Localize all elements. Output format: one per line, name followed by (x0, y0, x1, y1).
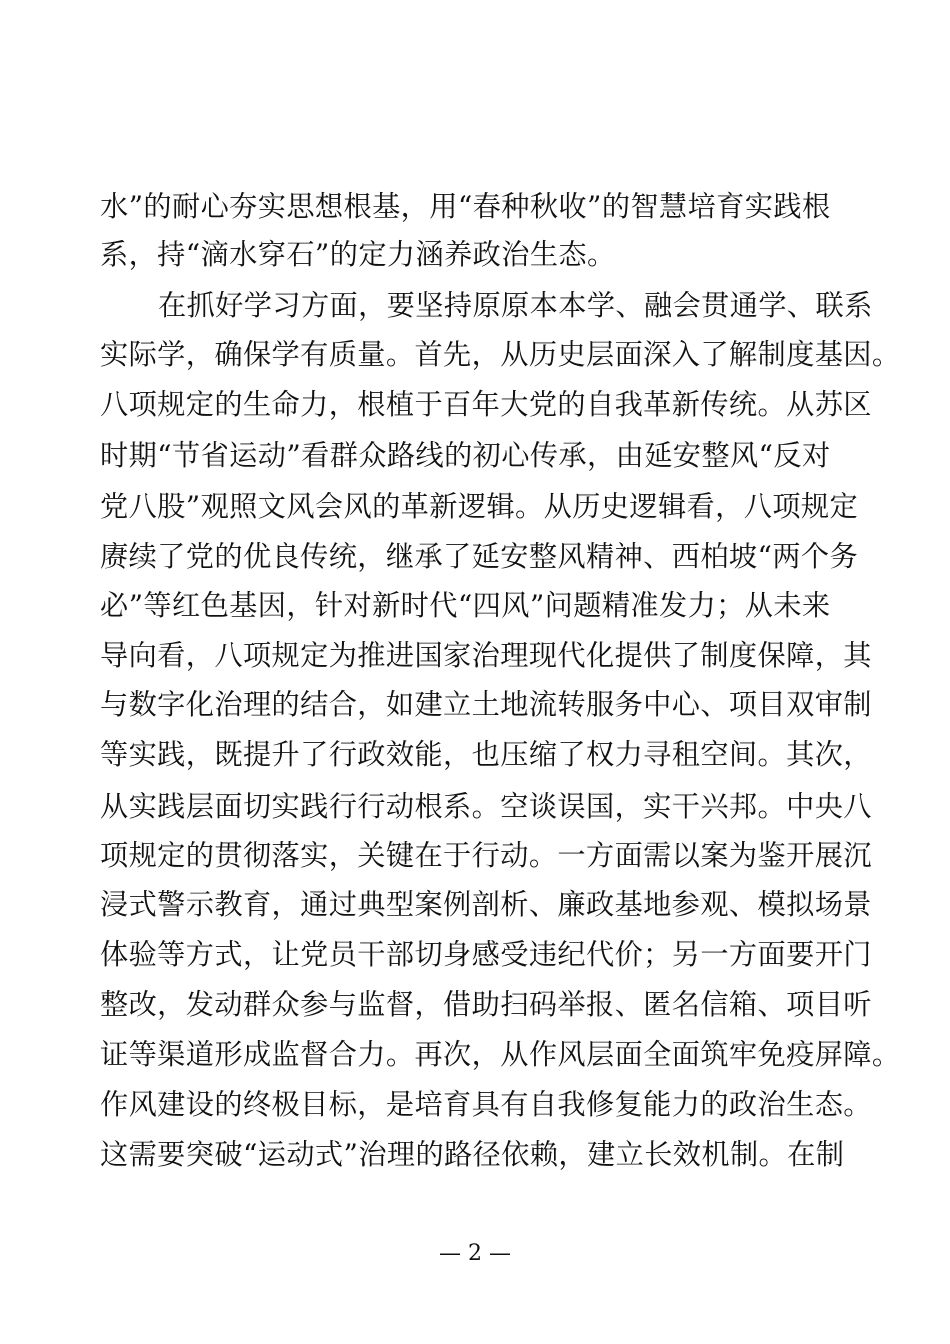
text-line: 体验等方式，让党员干部切身感受违纪代价；另一方面要开门 (100, 938, 872, 971)
text-line: 水”的耐心夯实思想根基，用“春种秋收”的智慧培育实践根 (100, 190, 831, 223)
text-line: 时期“节省运动”看群众路线的初心传承，由延安整风“反对 (100, 439, 831, 472)
text-line: 赓续了党的优良传统，继承了延安整风精神、西柏坡“两个务 (100, 540, 859, 573)
text-line: 与数字化治理的结合，如建立土地流转服务中心、项目双审制 (100, 688, 872, 721)
text-line: 浸式警示教育，通过典型案例剖析、廉政基地参观、模拟场景 (100, 888, 872, 921)
text-line: 这需要突破“运动式”治理的路径依赖，建立长效机制。在制 (100, 1138, 845, 1171)
text-line: 八项规定的生命力，根植于百年大党的自我革新传统。从苏区 (100, 388, 872, 421)
page-number: — 2 — (439, 1241, 511, 1266)
text-line: 作风建设的终极目标，是培育具有自我修复能力的政治生态。 (100, 1088, 872, 1121)
text-line: 必”等红色基因，针对新时代“四风”问题精准发力；从未来 (100, 589, 831, 622)
text-line: 在抓好学习方面，要坚持原原本本学、融会贯通学、联系 (158, 289, 873, 322)
text-line: 实际学，确保学有质量。首先，从历史层面深入了解制度基因。 (100, 338, 901, 371)
text-line: 整改，发动群众参与监督，借助扫码举报、匿名信箱、项目听 (100, 988, 872, 1021)
text-line: 导向看，八项规定为推进国家治理现代化提供了制度保障，其 (100, 639, 872, 672)
text-line: 项规定的贯彻落实，关键在于行动。一方面需以案为鉴开展沉 (100, 839, 872, 872)
text-line: 党八股”观照文风会风的革新逻辑。从历史逻辑看，八项规定 (100, 490, 859, 523)
text-line: 证等渠道形成监督合力。再次，从作风层面全面筑牢免疫屏障。 (100, 1038, 901, 1071)
text-line: 从实践层面切实践行行动根系。空谈误国，实干兴邦。中央八 (100, 790, 872, 823)
text-line: 系，持“滴水穿石”的定力涵养政治生态。 (100, 238, 616, 271)
text-line: 等实践，既提升了行政效能，也压缩了权力寻租空间。其次， (100, 738, 872, 771)
